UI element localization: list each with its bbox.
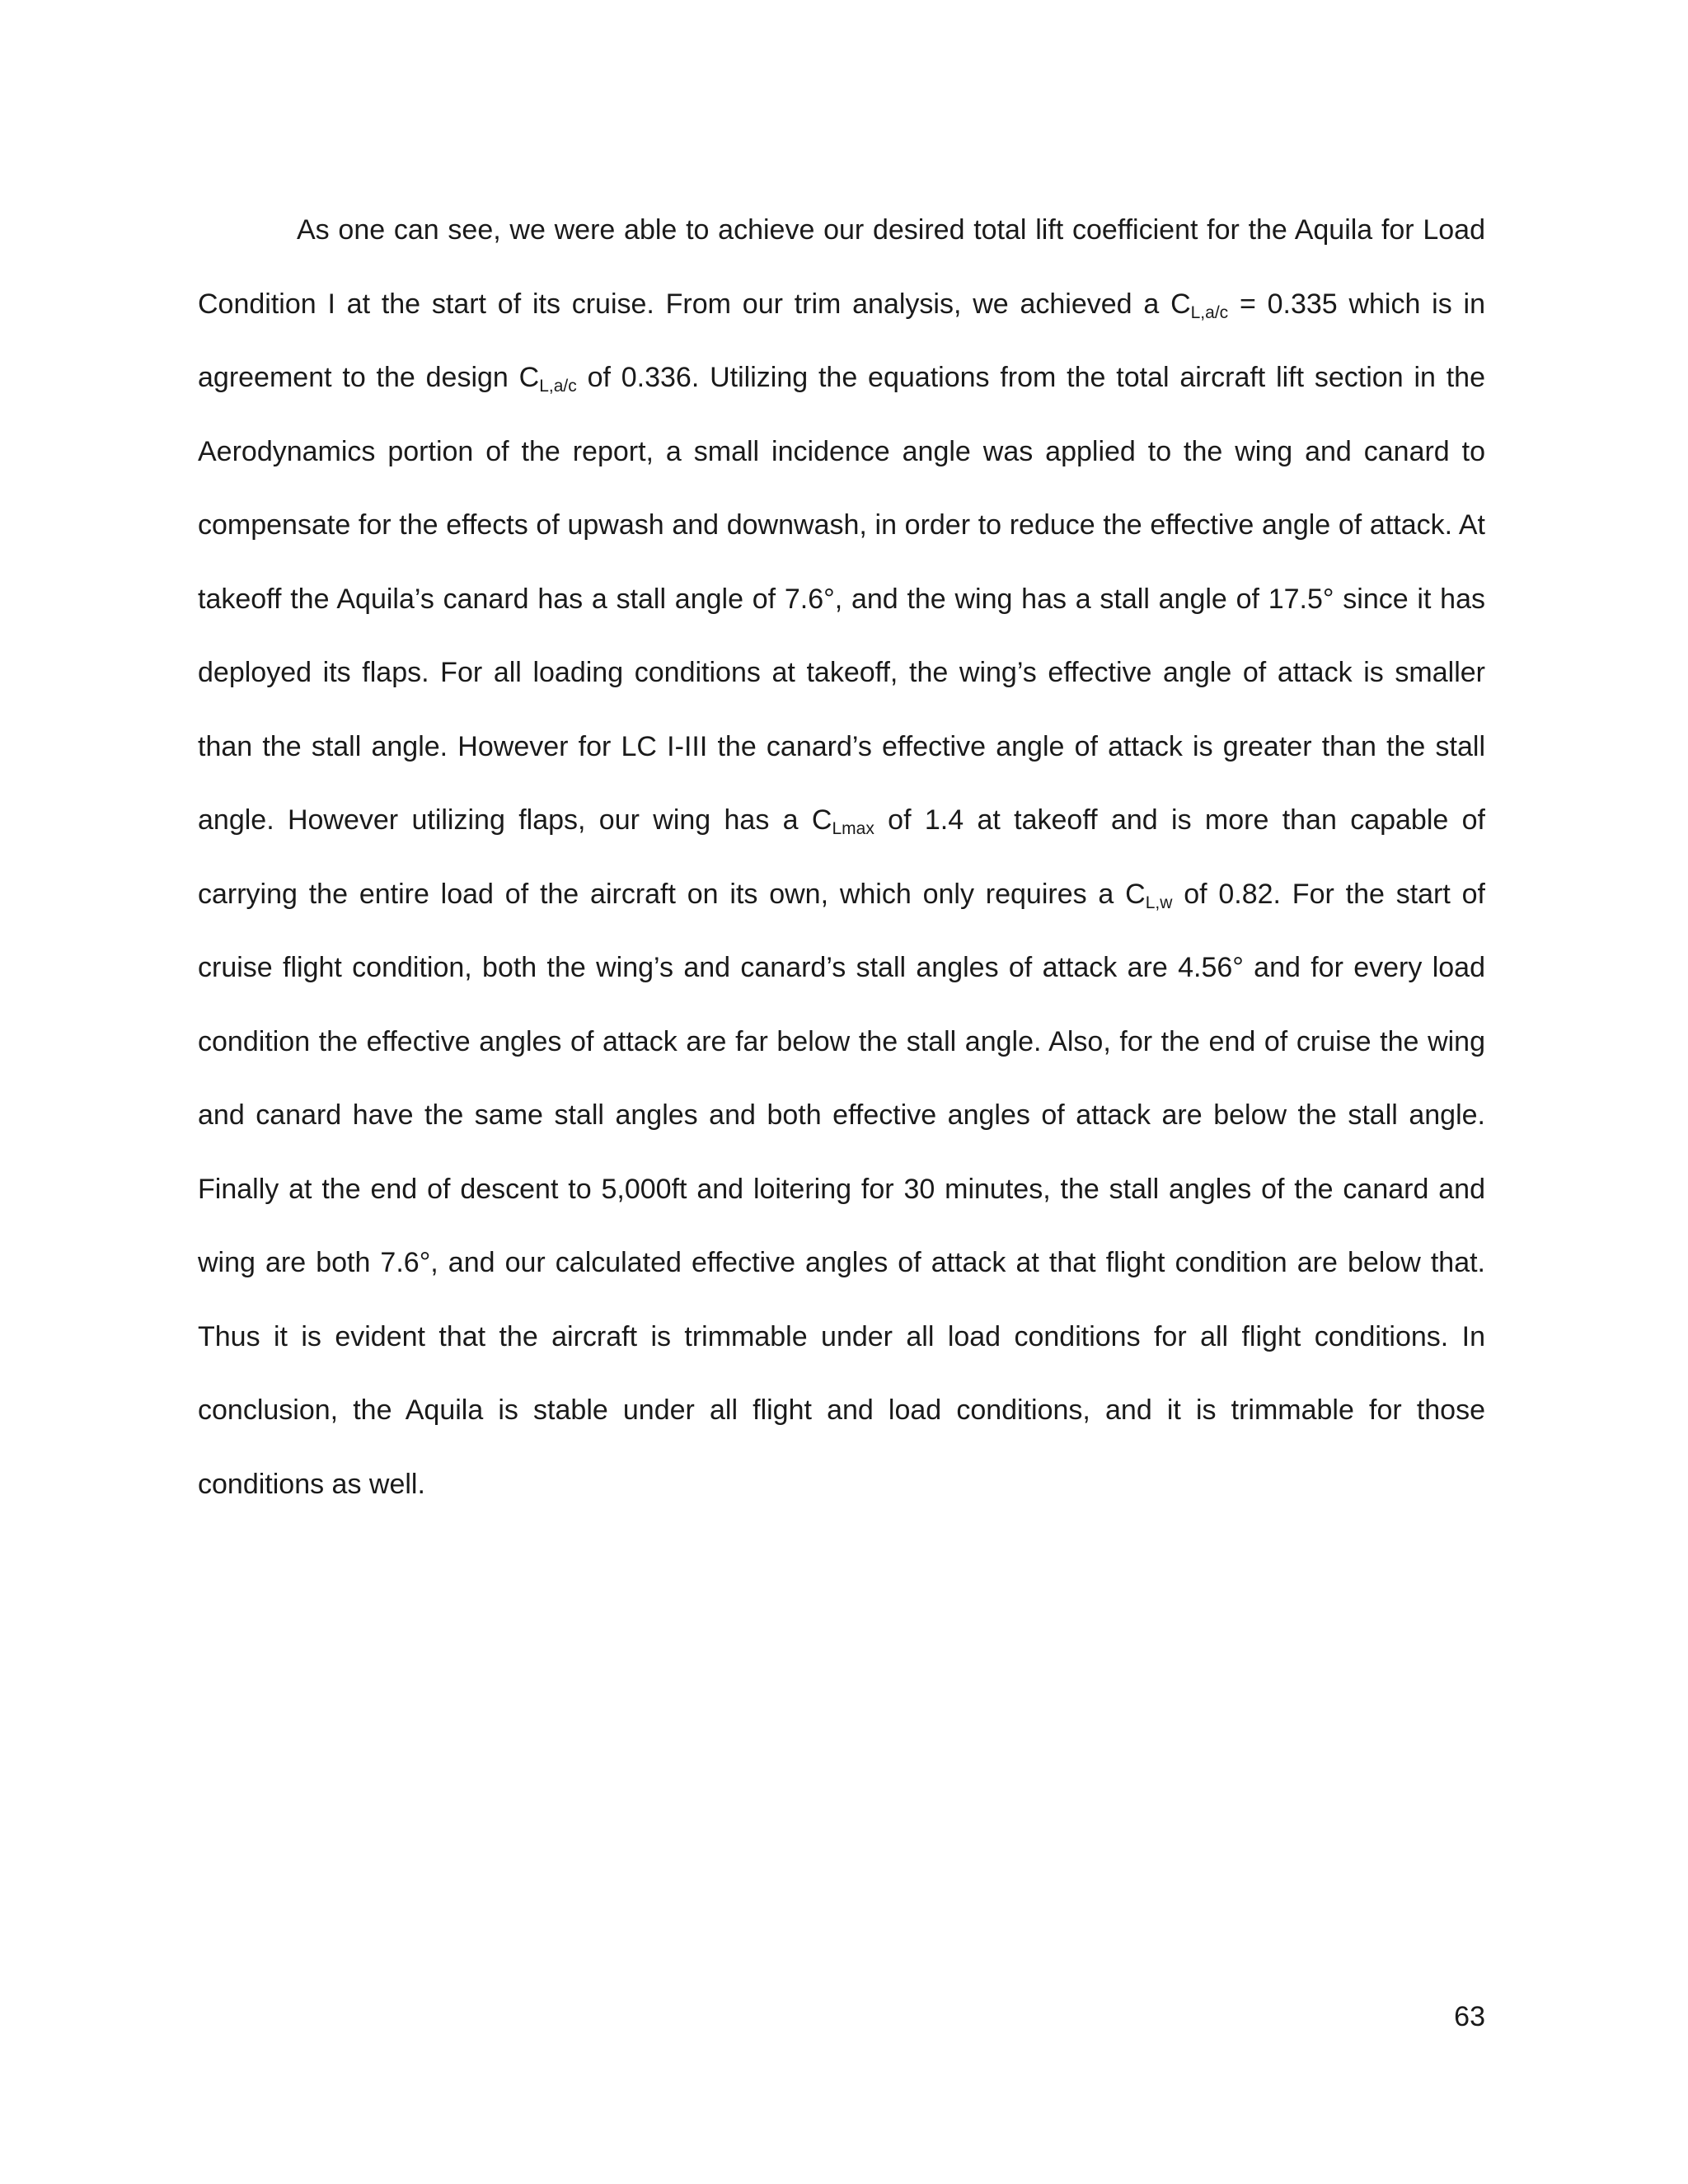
paragraph-text-1: As one can see, we were able to achieve our desired total lift coefficient for the Aquila for Load Condition I at the start of its cruise. From our trim analysis, we achieved a C — [198, 214, 1485, 320]
subscript-l-ac-2: L,a/c — [539, 377, 577, 396]
paragraph-text-3: of 0.336. Utilizing the equations from the total aircraft lift section in the Aerodynamics portion of the report, a small incidence angle was applied to the wing and canard to compensate for the effects of upwash and downwash, in order to reduce the effective angle of attack. At takeoff the Aquila’s canard has a stall angle of 7.6°, and the wing has a stall angle of 17.5° since it has deployed its flaps. For all loading conditions at takeoff, the wing’s effective angle of attack is smaller than the stall angle. However for LC I-III the canard’s effective angle of attack is greater than the stall angle. However utilizing flaps, our wing has a C — [198, 362, 1485, 836]
page-number: 63 — [1454, 2001, 1485, 2032]
body-paragraph — [198, 194, 1485, 1521]
subscript-lmax: Lmax — [832, 819, 874, 838]
subscript-l-w: L,w — [1145, 893, 1173, 912]
subscript-l-ac-1: L,a/c — [1190, 302, 1229, 322]
paragraph-text-4: of 1.4 at takeoff and is more than capable of carrying the entire load of the aircraft on its own, which only requires a C — [198, 804, 1485, 910]
paragraph-text-2: = 0.335 which is in agreement to the design C — [198, 288, 1485, 393]
paragraph-text-5: of 0.82. For the start of cruise flight condition, both the wing’s and canard’s stall angles of attack are 4.56° and for every load condition the effective angles of attack are far below the stall angle. Also, for the end of cruise the wing and canard have the same stall angles and both effective angles of attack are below the stall angle. Finally at the end of descent to 5,000ft and loitering for 30 minutes, the stall angles of the canard and wing are both 7.6°, and our calculated effective angles of attack at that flight condition are below that. Thus it is evident that the aircraft is trimmable under all load conditions for all flight conditions. In conclusion, the Aquila is stable under all flight and load conditions, and it is trimmable for those conditions as well. — [198, 878, 1486, 1500]
